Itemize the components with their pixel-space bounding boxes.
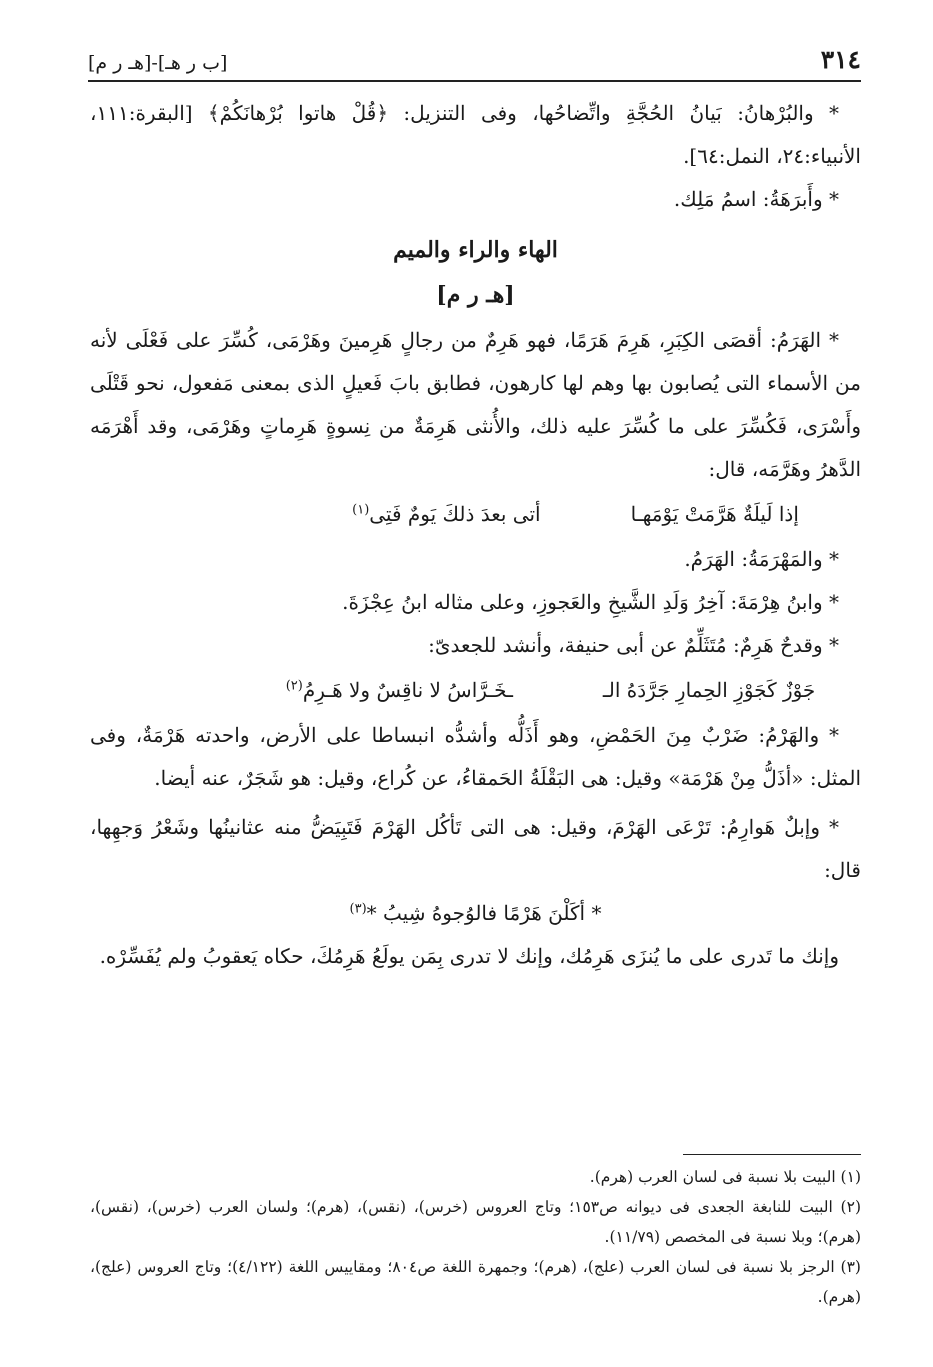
running-header (88, 40, 861, 82)
footnote-1: (١) البيت بلا نسبة فى لسان العرب (هرم). (589, 1168, 861, 1186)
footnote-ref-3: (٣) (349, 901, 367, 917)
footnote-ref-1: (١) (352, 502, 370, 518)
page-number: ٣١٤ (820, 45, 861, 74)
verse-1 (90, 493, 861, 536)
entry-haram: * الهَرَمُ: أقصَى الكِبَرِ، هَرِمَ هَرَمًا، فهو هَرِمٌ من رجالٍ هَرِمينَ وهَرْمَى، كُسِّرَ على فَعْلَى لأنه من الأسماء التى يُصابون بها وهم لها كارهون، فطابق بابَ فَعيلٍ الذى بمعنى مَفعول، نحو قَتْلَى وأَسْرَى، فَكُسِّرَ على ما كُسِّرَ عليه ذلك، والأُنثى هَرِمَةٌ من نِسوةٍ هَرِماتٍ وهَرْمَى، وقد أَهْرَمَه الدَّهرُ وهَرَّمَه، قال: (90, 328, 861, 481)
running-title: [ب ر هـ]-[هـ ر م] (88, 52, 228, 74)
entry-ibil-hawarim: * وإبلٌ هَوارِمُ: تَرْعَى الهَرْمَ، وقيل: هى التى تَأكُل الهَرْمَ فَتَبِيَضُّ منه عثانينُها وشَعْرُ وَجهِها، قال: (90, 815, 861, 882)
entry-ibn-hirma: * وابنُ هِرْمَةَ: آخِرُ وَلَدِ الشَّيخِ والعَجوزِ، وعلى مثاله ابنُ عِجْزَةَ. (342, 590, 839, 614)
verse-1-second-hemistich (352, 493, 540, 536)
entry-burhan: * والبُرْهانُ: بَيانُ الحُجَّةِ واتِّضاحُها، وفى التنزيل: ﴿قُلْ هاتوا بُرْهانَكُمْ﴾ [البقرة:١١١، الأنبياء:٢٤، النمل:٦٤]. (90, 101, 861, 168)
entry-mahrama: * والمَهْرَمَةُ: الهَرَمُ. (684, 547, 839, 571)
verse-1-first-hemistich: إذا لَيلَةٌ هَرَّمَتْ يَوْمَهـا (630, 502, 799, 526)
verse-3 (90, 892, 861, 935)
entry-qadah-harim: * وقدحٌ هَرِمٌ: مُتَثَلِّمٌ عن أبى حنيفة، وأنشد للجعدىّ: (428, 633, 839, 657)
entry-abraha: * وأَبرَهَةُ: اسمُ مَلِك. (673, 187, 839, 211)
root-title: [هـ ر م] (436, 282, 515, 308)
verse-3-text: * أكَلْنَ هَرْمًا فالوُجوهُ شِيبُ * (366, 901, 602, 925)
footnote-2: (٢) البيت للنابغة الجعدى فى ديوانه ص١٥٣؛ وتاج العروس (خرس)، (نقس)، (هرم)؛ ولسان العرب (خرس)، (نقس)، (هرم)؛ وبلا نسبة فى المخصص (١١/٧٩). (90, 1198, 861, 1246)
footnote-ref-2: (٢) (285, 678, 303, 694)
footnote-divider (683, 1154, 861, 1155)
footnote-3: (٣) الرجز بلا نسبة فى لسان العرب (علج)، (هرم)؛ وجمهرة اللغة ص٨٠٤؛ ومقاييس اللغة (٤/١٢٢)؛ وتاج العروس (علج)، (هرم). (90, 1258, 861, 1306)
entry-closing: وإنك ما تَدرى على ما يُنزَى هَرِمُك، وإنك لا تدرى بِمَن يولَعُ هَرِمُكَ، حكاه يَعقوبُ ولم يُفَسِّرْه. (99, 944, 839, 968)
verse-2-second-hemistich (286, 669, 513, 712)
verse-1-second-text: أتى بعدَ ذلكَ يَومٌ فَتِى (369, 502, 541, 526)
page-body (90, 92, 861, 978)
section-title: الهاء والراء والميم (393, 237, 558, 263)
verse-2 (90, 669, 861, 712)
verse-2-first-hemistich: جَوْزٌ كَجَوْزِ الحِمارِ جَرَّدَهُ الـ (602, 678, 816, 702)
footnotes (90, 1162, 861, 1312)
entry-harm-plant: * والهَرْمُ: ضَرْبٌ مِنَ الحَمْضِ، وهو أَذَلُّه وأشدُّه انبساطا على الأرض، واحدته هَرْمَةٌ، وفى المثل: «أذَلُّ مِنْ هَرْمَة» وقيل: هى البَقْلَةُ الحَمقاءُ، عن كُراع، وقيل: هو شَجَرٌ، عنه أيضا. (90, 723, 861, 790)
verse-2-second-text: ـخَـرَّاسُ لا ناقِسٌ ولا هَـرِمُ (302, 678, 513, 702)
